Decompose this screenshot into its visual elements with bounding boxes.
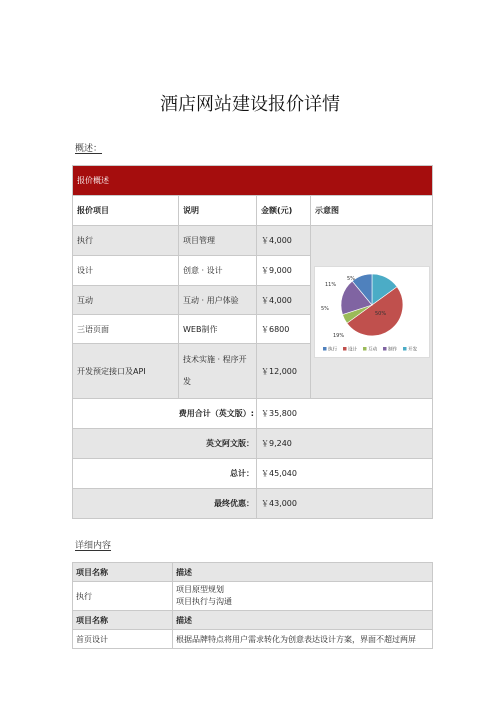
row-amount: ￥9,000	[257, 256, 311, 286]
detail-label: 详细内容	[75, 541, 112, 551]
legend-label: 设计	[347, 347, 357, 353]
header-amount: 金额(元)	[257, 196, 311, 226]
detail-name: 执行	[73, 582, 173, 611]
row-amount: ￥12,000	[257, 344, 311, 399]
row-amount: ￥6800	[257, 315, 311, 344]
table-row	[73, 226, 433, 256]
row-desc: 技术实施 · 程序开发	[179, 344, 257, 399]
row-amount: ￥4,000	[257, 286, 311, 315]
pie-data-label: 5%	[320, 306, 329, 312]
detail-header-row	[73, 611, 433, 630]
pie-data-label: 19%	[332, 333, 344, 339]
row-item: 执行	[73, 226, 179, 256]
pie-data-label: 11%	[324, 282, 336, 288]
row-item: 设计	[73, 256, 179, 286]
detail-line: 项目原型规划	[176, 585, 224, 594]
summary-label: 费用合计（英文版）:	[73, 399, 257, 429]
detail-header-desc: 描述	[173, 563, 433, 582]
legend-swatch	[363, 347, 367, 351]
row-item: 互动	[73, 286, 179, 315]
summary-row-final	[73, 489, 433, 519]
legend-swatch	[343, 347, 347, 351]
row-desc: 创意 · 设计	[179, 256, 257, 286]
pie-chart-box	[314, 266, 430, 358]
summary-label: 最终优惠：	[73, 489, 257, 519]
detail-desc	[173, 582, 433, 611]
row-amount: ￥4,000	[257, 226, 311, 256]
pie-chart	[315, 267, 429, 357]
header-desc: 说明	[179, 196, 257, 226]
page-title: 酒店网站建设报价详情	[160, 94, 340, 115]
summary-value: ￥45,040	[257, 459, 433, 489]
header-chart: 示意图	[311, 196, 433, 226]
detail-table	[72, 562, 433, 649]
detail-header-desc: 描述	[173, 611, 433, 630]
detail-header-name: 项目名称	[73, 563, 173, 582]
legend-swatch	[383, 347, 387, 351]
legend-label: 制作	[387, 347, 397, 353]
detail-header-row	[73, 563, 433, 582]
summary-label: 英文阿文版：	[73, 429, 257, 459]
pie-chart-cell	[311, 226, 433, 399]
quote-banner-row	[73, 166, 433, 196]
legend-label: 执行	[327, 347, 337, 353]
summary-row-english	[73, 399, 433, 429]
detail-line: 项目执行与沟通	[176, 597, 232, 606]
row-desc: WEB制作	[179, 315, 257, 344]
pie-data-label: 50%	[374, 311, 386, 317]
header-item: 报价项目	[73, 196, 179, 226]
summary-label: 总计：	[73, 459, 257, 489]
quote-banner: 报价概述	[73, 166, 433, 196]
overview-label: 概述：	[75, 144, 103, 154]
summary-value: ￥35,800	[257, 399, 433, 429]
summary-value: ￥9,240	[257, 429, 433, 459]
legend-swatch	[403, 347, 407, 351]
legend-label: 互动	[367, 347, 377, 353]
summary-row-total	[73, 459, 433, 489]
summary-value: ￥43,000	[257, 489, 433, 519]
detail-desc: 根据品牌特点将用户需求转化为创意表达设计方案，界面不超过两屏	[173, 630, 433, 649]
row-desc: 项目管理	[179, 226, 257, 256]
row-item: 三语页面	[73, 315, 179, 344]
table-row	[73, 630, 433, 649]
legend-swatch	[323, 347, 327, 351]
detail-name: 首页设计	[73, 630, 173, 649]
table-row	[73, 582, 433, 611]
detail-header-name: 项目名称	[73, 611, 173, 630]
pie-data-label: 5%	[346, 276, 355, 282]
summary-row-arabic	[73, 429, 433, 459]
quote-header-row	[73, 196, 433, 226]
row-item: 开发预定接口及API	[73, 344, 179, 399]
legend-label: 开发	[407, 347, 417, 353]
quote-table	[72, 165, 433, 519]
row-desc: 互动 · 用户体验	[179, 286, 257, 315]
